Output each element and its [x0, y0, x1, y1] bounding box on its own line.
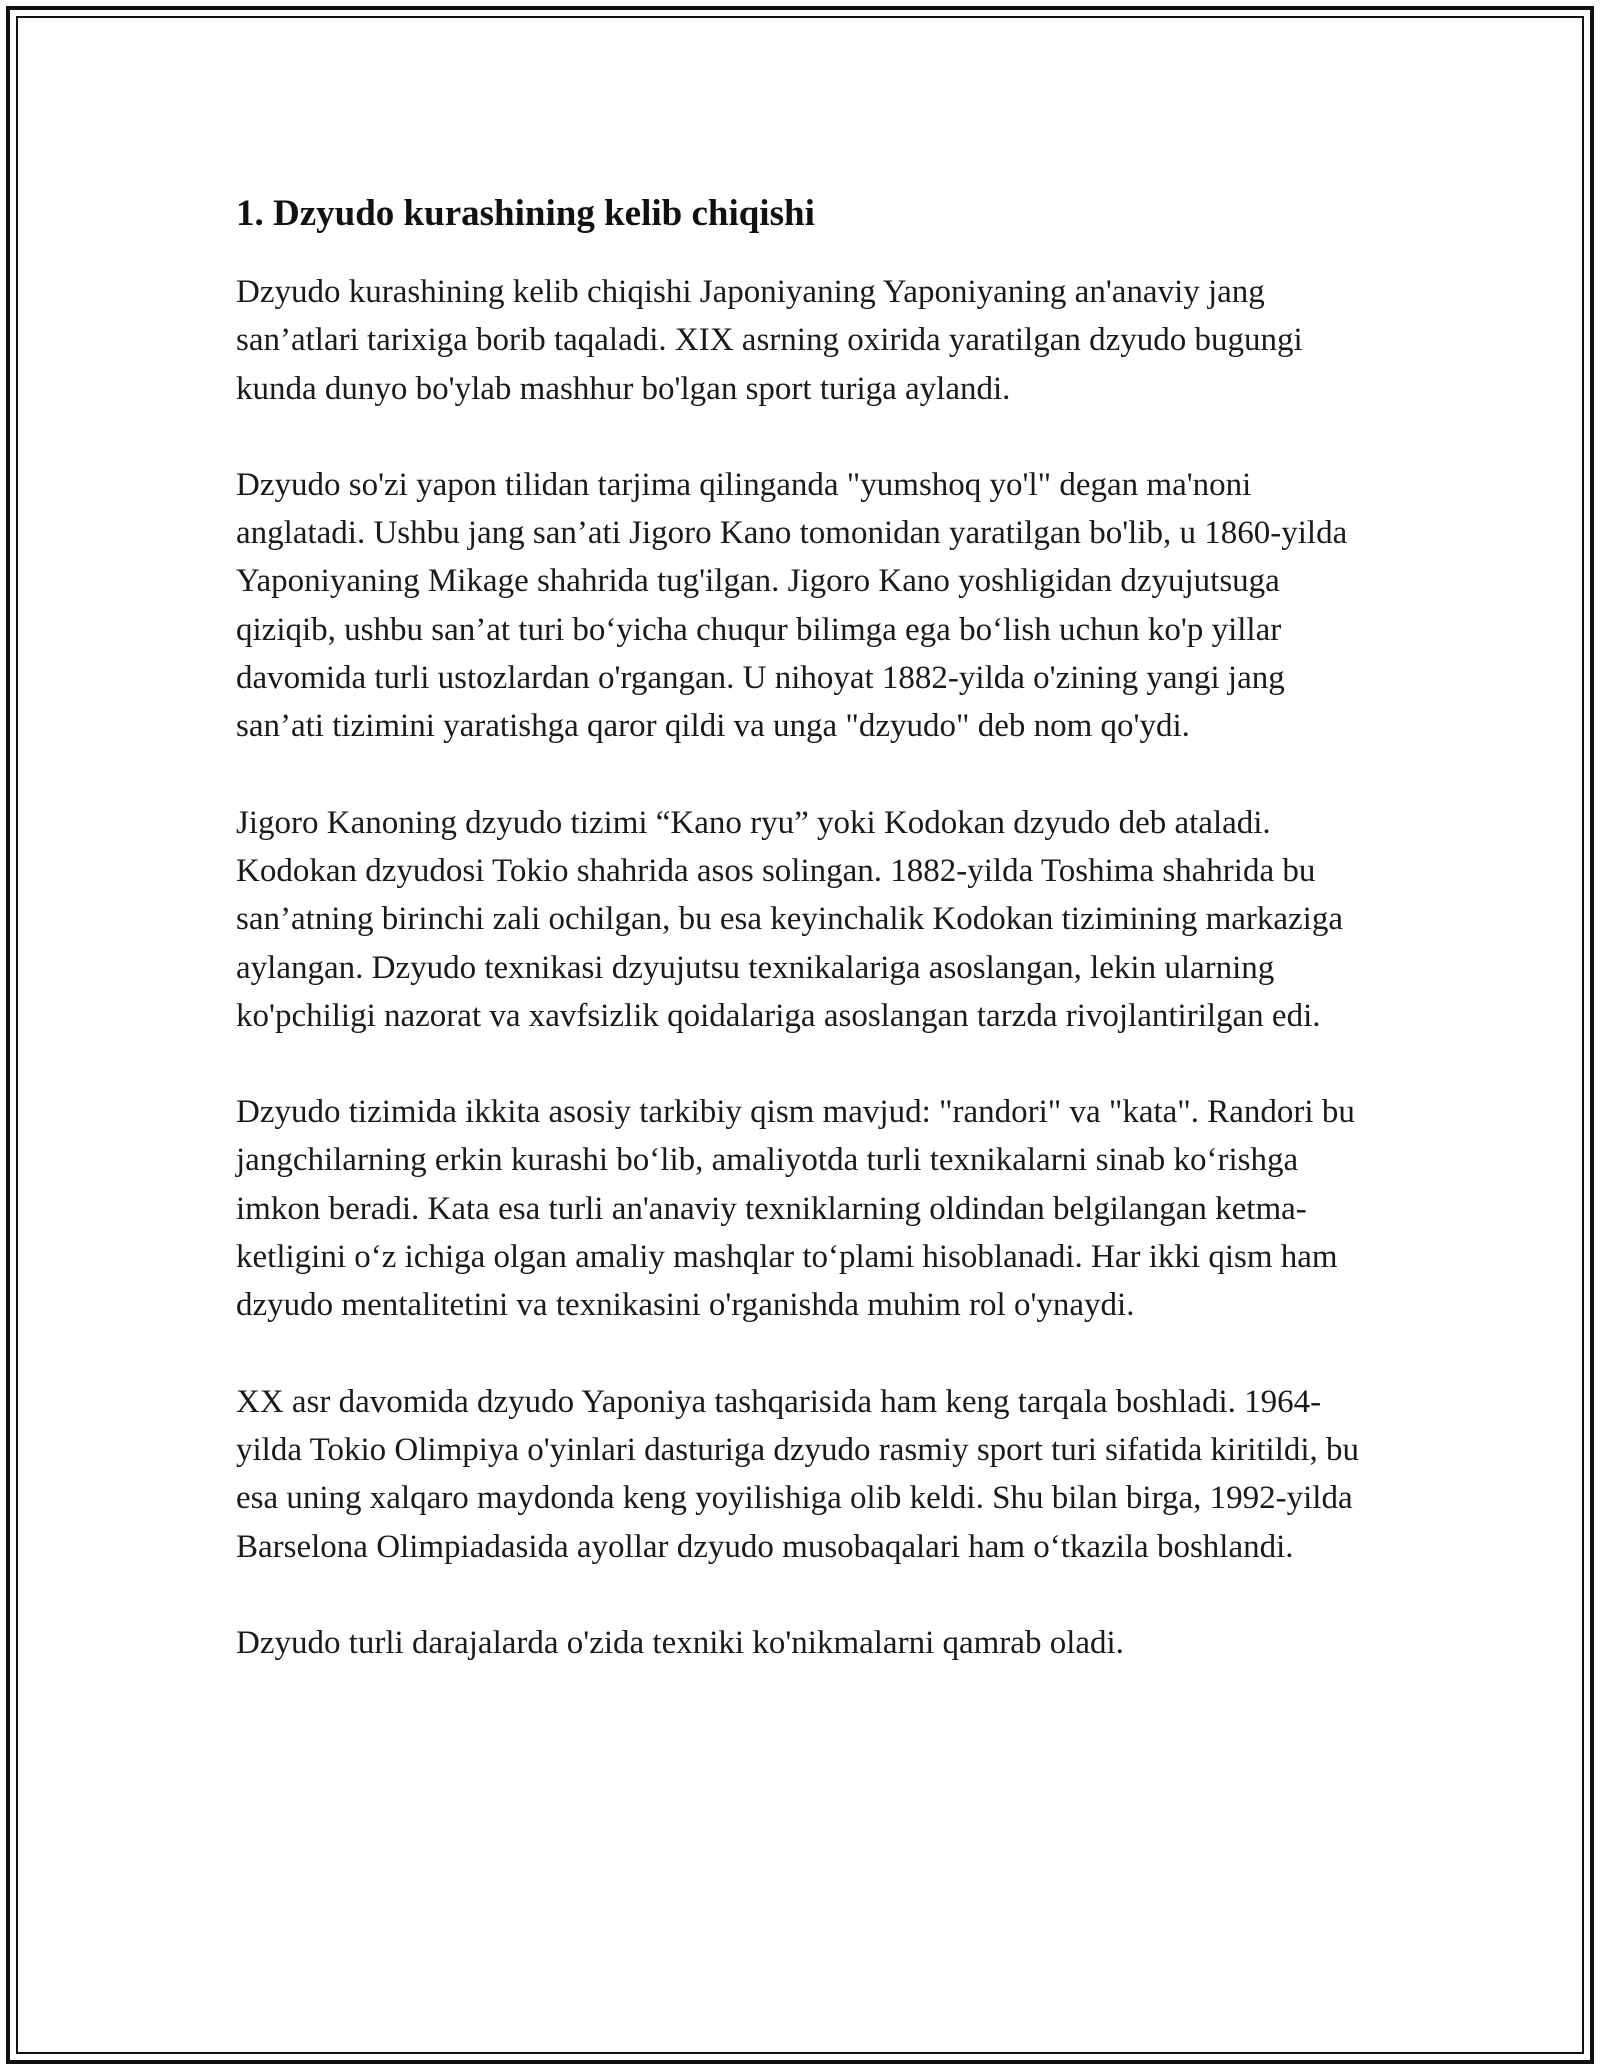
paragraph-5: XX asr davomida dzyudo Yaponiya tashqarisida ham keng tarqala boshladi. 1964-yilda Tokio Olimpiya o'yinlari dasturiga dzyudo rasmiy sport turi sifatida kiritildi, bu esa uning xalqaro maydonda keng yoyilishiga olib keldi. Shu bilan birga, 1992-yilda Barselona Olimpiadasida ayollar dzyudo musobaqalari ham o‘tkazila boshlandi. — [236, 1383, 1360, 1565]
section-heading: 1. Dzyudo kurashining kelib chiqishi — [236, 193, 815, 234]
paragraph-2: Dzyudo so'zi yapon tilidan tarjima qilinganda "yumshoq yo'l" degan ma'noni anglatadi. Ushbu jang san’ati Jigoro Kano tomonidan yaratilgan bo'lib, u 1860-yilda Yaponiyaning Mikage shahrida tug'ilgan. Jigoro Kano yoshligidan dzyujutsuga qiziqib, ushbu san’at turi bo‘yicha chuqur bilimga ega bo‘lish uchun ko'p yillar davomida turli ustozlardan o'rgangan. U nihoyat 1882-yilda o'zining yangi jang san’ati tizimini yaratishga qaror qildi va unga "dzyudo" deb nom qo'ydi. — [236, 466, 1348, 745]
paragraph-4: Dzyudo tizimida ikkita asosiy tarkibiy qism mavjud: "randori" va "kata". Randori bu jangchilarning erkin kurashi bo‘lib, amaliyotda turli texnikalarni sinab ko‘rishga imkon beradi. Kata esa turli an'anaviy texniklarning oldindan belgilangan ketma-ketligini o‘z ichiga olgan amaliy mashqlar to‘plami hisoblanadi. Har ikki qism ham dzyudo mentalitetini va texnikasini o'rganishda muhim rol o'ynaydi. — [236, 1094, 1355, 1324]
paragraph-1: Dzyudo kurashining kelib chiqishi Japoniyaning Yaponiyaning an'anaviy jang san’atlari tarixiga borib taqaladi. XIX asrning oxirida yaratilgan dzyudo bugungi kunda dunyo bo'ylab mashhur bo'lgan sport turiga aylandi. — [236, 274, 1303, 407]
paragraph-6: Dzyudo turli darajalarda o'zida texniki ko'nikmalarni qamrab oladi. — [236, 1624, 1124, 1661]
paragraph-3: Jigoro Kanoning dzyudo tizimi “Kano ryu” yoki Kodokan dzyudo deb ataladi. Kodokan dzyudosi Tokio shahrida asos solingan. 1882-yilda Toshima shahrida bu san’atning birinchi zali ochilgan, bu esa keyinchalik Kodokan tizimining markaziga aylangan. Dzyudo texnikasi dzyujutsu texnikalariga asoslangan, lekin ularning ko'pchiligi nazorat va xavfsizlik qoidalariga asoslangan tarzda rivojlantirilgan edi. — [236, 804, 1343, 1034]
document-body — [236, 188, 1376, 1715]
